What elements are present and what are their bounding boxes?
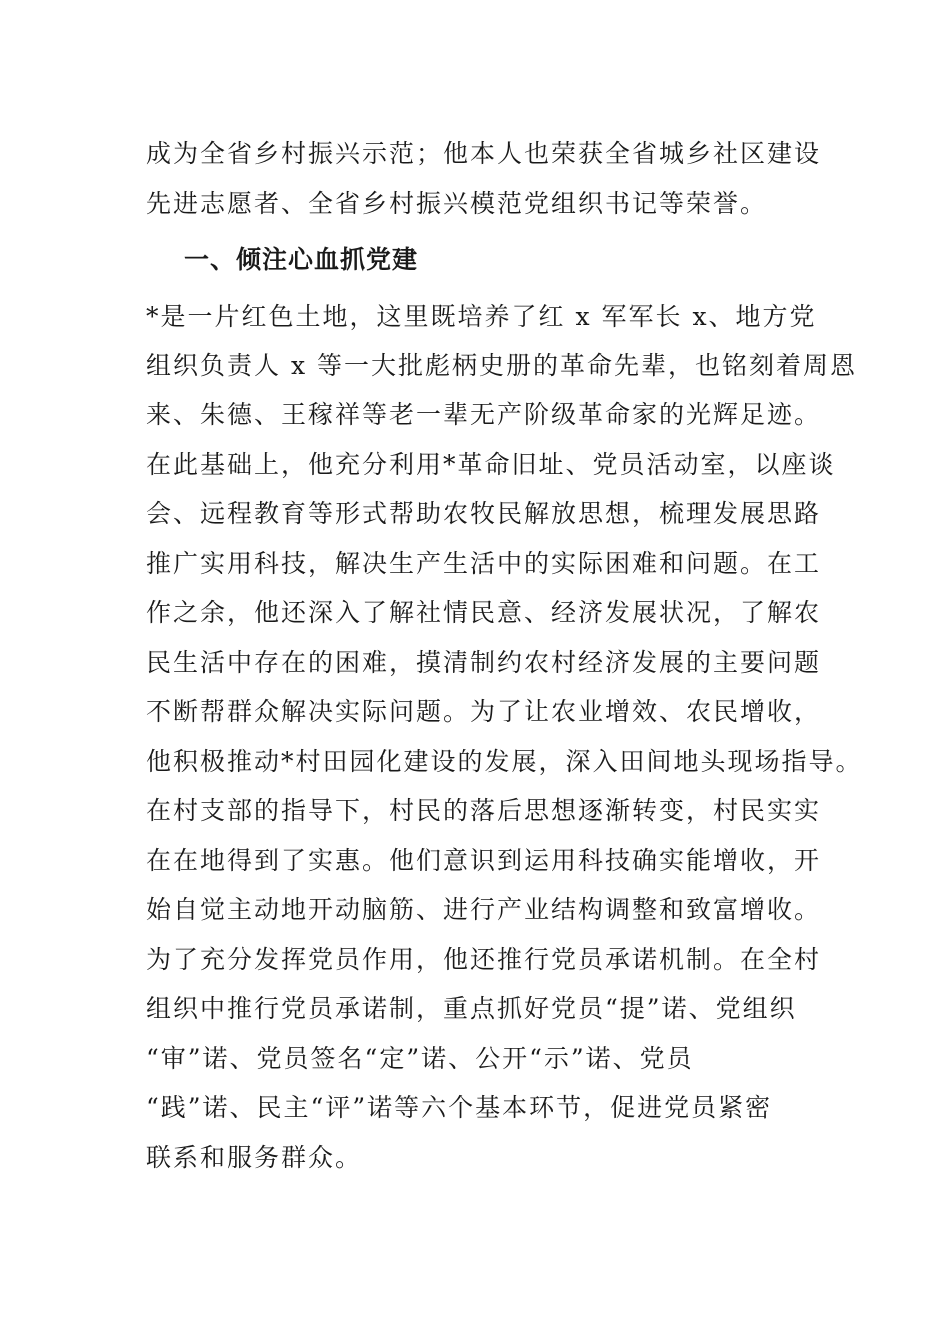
paragraph-line: *是一片红色土地，这里既培养了红 x 军军长 x、地方党 bbox=[146, 302, 817, 331]
paragraph-line: 组织中推行党员承诺制，重点抓好党员“提”诺、党组织 bbox=[146, 994, 797, 1023]
paragraph-line: 会、远程教育等形式帮助农牧民解放思想，梳理发展思路 bbox=[146, 499, 822, 528]
paragraph-line: 他积极推动*村田园化建设的发展，深入田间地头现场指导。 bbox=[146, 747, 863, 776]
paragraph-line: “践”诺、民主“评”诺等六个基本环节，促进党员紧密 bbox=[146, 1093, 773, 1122]
paragraph-line: 成为全省乡村振兴示范；他本人也荣获全省城乡社区建设 bbox=[146, 139, 822, 168]
paragraph-line: 在此基础上，他充分利用*革命旧址、党员活动室，以座谈 bbox=[146, 450, 836, 479]
paragraph-line: 组织负责人 x 等一大批彪柄史册的革命先辈，也铭刻着周恩 bbox=[146, 351, 857, 380]
paragraph-line: 推广实用科技，解决生产生活中的实际困难和问题。在工 bbox=[146, 549, 822, 578]
paragraph-line: 不断帮群众解决实际问题。为了让农业增效、农民增收， bbox=[146, 697, 822, 726]
paragraph-line: “审”诺、党员签名“定”诺、公开“示”诺、党员 bbox=[146, 1044, 694, 1073]
paragraph-line: 先进志愿者、全省乡村振兴模范党组织书记等荣誉。 bbox=[146, 189, 768, 218]
paragraph-line: 在村支部的指导下，村民的落后思想逐渐转变，村民实实 bbox=[146, 796, 822, 825]
paragraph-line: 在在地得到了实惠。他们意识到运用科技确实能增收，开 bbox=[146, 846, 822, 875]
paragraph-line: 来、朱德、王稼祥等老一辈无产阶级革命家的光辉足迹。 bbox=[146, 400, 822, 429]
paragraph-line: 作之余，他还深入了解社情民意、经济发展状况，了解农 bbox=[146, 598, 822, 627]
paragraph-line: 始自觉主动地开动脑筋、进行产业结构调整和致富增收。 bbox=[146, 895, 822, 924]
paragraph-line: 民生活中存在的困难，摸清制约农村经济发展的主要问题 bbox=[146, 648, 822, 677]
paragraph-line: 为了充分发挥党员作用，他还推行党员承诺机制。在全村 bbox=[146, 945, 822, 974]
section-heading: 一、倾注心血抓党建 bbox=[184, 245, 419, 274]
paragraph-line: 联系和服务群众。 bbox=[146, 1143, 363, 1172]
